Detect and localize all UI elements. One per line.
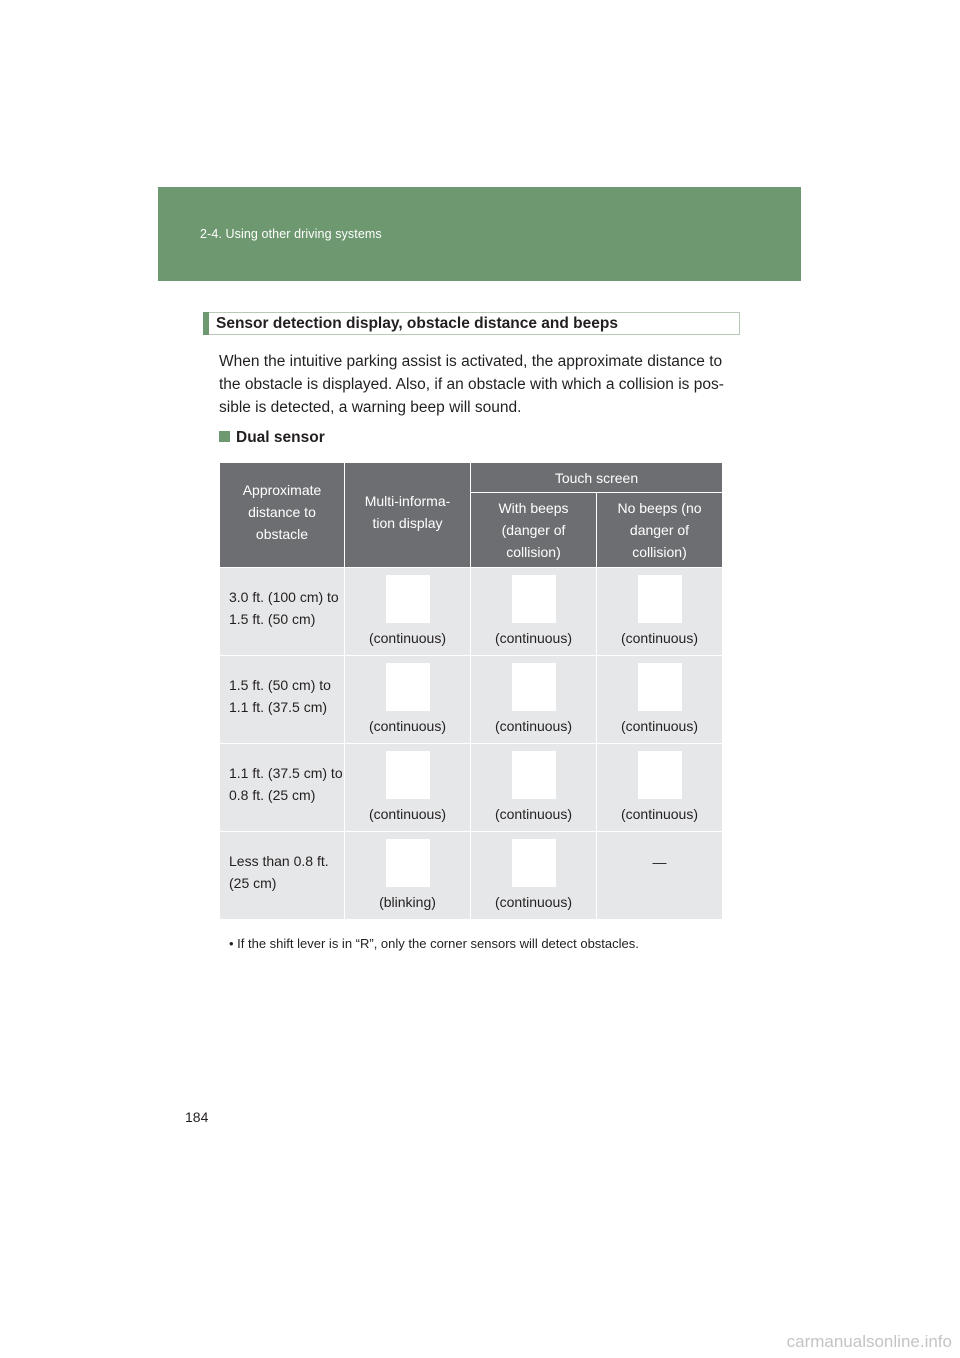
mode-label: (continuous) [494, 630, 573, 646]
sensor-display-image [386, 839, 430, 887]
distance-cell: 3.0 ft. (100 cm) to 1.5 ft. (50 cm) [220, 568, 345, 656]
mode-label: (continuous) [494, 806, 573, 822]
no-beeps-cell [597, 656, 723, 744]
header-no-beeps: No beeps (no danger of collision) [597, 493, 723, 568]
section-title: 2-4. Using other driving systems [200, 227, 382, 241]
intro-paragraph: When the intuitive parking assist is activated, the approximate distance to the obstacle is displayed. Also, if an obstacle with which a collision is pos- sible is detected, a warning beep will sound. [219, 353, 724, 416]
distance-cell: Less than 0.8 ft. (25 cm) [220, 832, 345, 920]
sensor-display-image [386, 751, 430, 799]
no-beeps-cell [597, 744, 723, 832]
multi-info-cell [345, 656, 471, 744]
header-distance: Approximate distance to obstacle [220, 463, 345, 568]
watermark: carmanualsonline.info [786, 1332, 952, 1351]
mode-label: (continuous) [620, 718, 699, 734]
page-number: 184 [185, 1109, 209, 1125]
sensor-display-image [638, 575, 682, 623]
sensor-display-image [638, 751, 682, 799]
sub-heading-text: Dual sensor [236, 429, 325, 446]
sub-heading [219, 429, 325, 447]
header-multi-info: Multi-informa- tion display [345, 463, 471, 568]
header-touch-screen: Touch screen [471, 463, 723, 493]
table-row [220, 832, 723, 920]
no-beeps-cell [597, 832, 723, 920]
mode-label: (continuous) [620, 806, 699, 822]
multi-info-cell [345, 832, 471, 920]
sensor-display-image [386, 663, 430, 711]
distance-cell: 1.5 ft. (50 cm) to 1.1 ft. (37.5 cm) [220, 656, 345, 744]
sensor-display-image [638, 663, 682, 711]
heading-accent-bar [203, 312, 209, 335]
header-with-beeps: With beeps (danger of collision) [471, 493, 597, 568]
sensor-display-image [512, 839, 556, 887]
mode-label: (continuous) [368, 718, 447, 734]
mode-label: (continuous) [368, 806, 447, 822]
square-bullet-icon [219, 431, 230, 442]
with-beeps-cell [471, 832, 597, 920]
mode-label: (continuous) [494, 718, 573, 734]
table-row [220, 744, 723, 832]
multi-info-cell [345, 744, 471, 832]
sensor-display-image [512, 663, 556, 711]
sensor-display-image [512, 751, 556, 799]
table-row [220, 656, 723, 744]
sensor-display-image [512, 575, 556, 623]
distance-cell: 1.1 ft. (37.5 cm) to 0.8 ft. (25 cm) [220, 744, 345, 832]
with-beeps-cell [471, 656, 597, 744]
no-beeps-cell [597, 568, 723, 656]
not-applicable-dash: — [652, 854, 667, 870]
mode-label: (blinking) [379, 894, 436, 910]
table-row [220, 568, 723, 656]
section-heading [203, 312, 740, 335]
multi-info-cell [345, 568, 471, 656]
mode-label: (continuous) [494, 894, 573, 910]
heading-text: Sensor detection display, obstacle distance and beeps [216, 315, 618, 332]
with-beeps-cell [471, 568, 597, 656]
section-header-band [158, 187, 801, 281]
mode-label: (continuous) [368, 630, 447, 646]
sensor-display-image [386, 575, 430, 623]
sensor-table [219, 462, 723, 920]
footnote: • If the shift lever is in “R”, only the corner sensors will detect obstacles. [229, 936, 639, 951]
mode-label: (continuous) [620, 630, 699, 646]
with-beeps-cell [471, 744, 597, 832]
